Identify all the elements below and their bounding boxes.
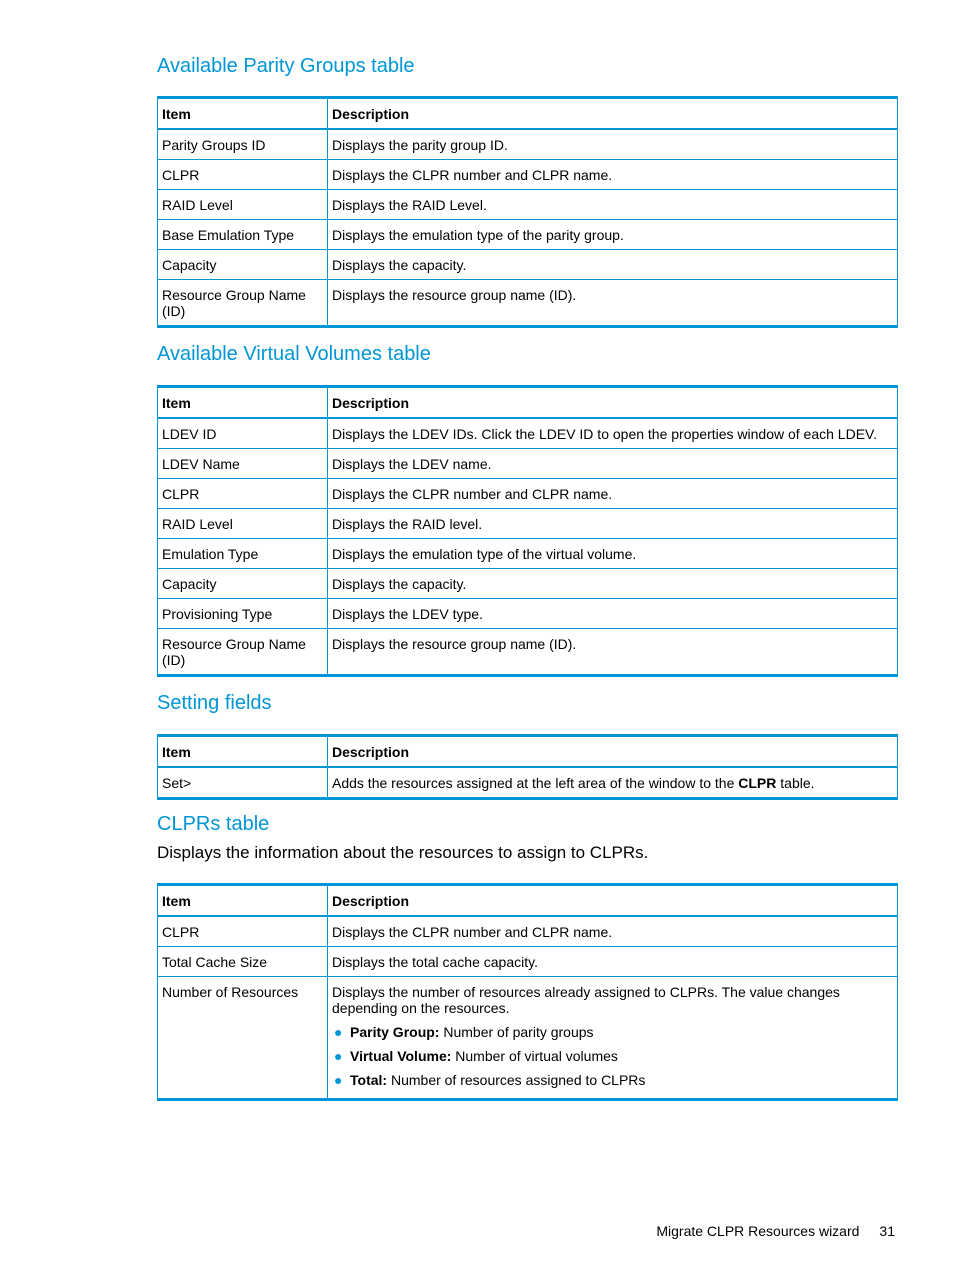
description-cell: Displays the LDEV name.: [328, 449, 898, 479]
item-cell: Resource Group Name (ID): [158, 280, 328, 327]
bullet-text: Number of resources assigned to CLPRs: [387, 1072, 646, 1088]
description-text: Adds the resources assigned at the left area of the window to the: [332, 775, 739, 791]
description-text: table.: [776, 775, 815, 791]
table-header-row: [158, 885, 898, 917]
description-cell: [328, 767, 898, 799]
item-cell: Set>: [158, 767, 328, 799]
item-cell: Resource Group Name (ID): [158, 629, 328, 676]
item-cell: Emulation Type: [158, 539, 328, 569]
virtual-volumes-table: [157, 385, 898, 677]
description-cell: [328, 977, 898, 1100]
description-cell: Displays the total cache capacity.: [328, 947, 898, 977]
clpr-bold-text: CLPR: [738, 775, 777, 791]
description-cell: Displays the parity group ID.: [328, 129, 898, 160]
table-row: [158, 449, 898, 479]
table-row: [158, 947, 898, 977]
bullet-list: [332, 1024, 893, 1088]
table-row: [158, 160, 898, 190]
table-row: [158, 479, 898, 509]
table-row: [158, 916, 898, 947]
table-row: [158, 280, 898, 327]
item-cell: Total Cache Size: [158, 947, 328, 977]
parity-groups-table: [157, 96, 898, 328]
item-cell: Capacity: [158, 569, 328, 599]
page-number: 31: [879, 1223, 895, 1239]
bullet-text: Number of parity groups: [439, 1024, 594, 1040]
list-item: [332, 1072, 893, 1088]
bullet-text: Number of virtual volumes: [451, 1048, 618, 1064]
table-row: [158, 629, 898, 676]
table-row: [158, 250, 898, 280]
bullet-icon: ●: [334, 1072, 343, 1088]
description-cell: Displays the capacity.: [328, 569, 898, 599]
description-cell: Displays the LDEV IDs. Click the LDEV ID to open the properties window of each LDEV.: [328, 418, 898, 449]
item-cell: RAID Level: [158, 190, 328, 220]
section-heading-setting-fields: Setting fields: [157, 692, 272, 714]
table-row: [158, 977, 898, 1100]
description-cell: Displays the CLPR number and CLPR name.: [328, 916, 898, 947]
column-header-item: Item: [158, 387, 328, 419]
footer-title: Migrate CLPR Resources wizard: [656, 1223, 860, 1239]
item-cell: RAID Level: [158, 509, 328, 539]
item-cell: Number of Resources: [158, 977, 328, 1100]
column-header-item: Item: [158, 736, 328, 768]
table-row: [158, 539, 898, 569]
column-header-description: Description: [328, 98, 898, 130]
table-row: [158, 599, 898, 629]
description-cell: Displays the RAID level.: [328, 509, 898, 539]
description-cell: Displays the resource group name (ID).: [328, 629, 898, 676]
table-row: [158, 220, 898, 250]
description-cell: Displays the RAID Level.: [328, 190, 898, 220]
description-cell: Displays the emulation type of the parity group.: [328, 220, 898, 250]
item-cell: LDEV Name: [158, 449, 328, 479]
table-row: [158, 418, 898, 449]
item-cell: Capacity: [158, 250, 328, 280]
description-cell: Displays the capacity.: [328, 250, 898, 280]
section-heading-parity-groups: Available Parity Groups table: [157, 55, 415, 77]
page-footer: [656, 1223, 895, 1239]
section-heading-virtual-volumes: Available Virtual Volumes table: [157, 343, 431, 365]
item-cell: Parity Groups ID: [158, 129, 328, 160]
table-row: [158, 569, 898, 599]
table-header-row: [158, 98, 898, 130]
description-cell: Displays the emulation type of the virtual volume.: [328, 539, 898, 569]
clprs-table: [157, 883, 898, 1101]
bullet-label: Parity Group:: [350, 1024, 440, 1040]
item-cell: Base Emulation Type: [158, 220, 328, 250]
item-cell: Provisioning Type: [158, 599, 328, 629]
table-row: [158, 129, 898, 160]
bullet-icon: ●: [334, 1048, 343, 1064]
description-cell: Displays the LDEV type.: [328, 599, 898, 629]
table-header-row: [158, 387, 898, 419]
item-cell: LDEV ID: [158, 418, 328, 449]
column-header-description: Description: [328, 885, 898, 917]
description-text: Displays the number of resources already assigned to CLPRs. The value changes depending on the resources.: [332, 984, 840, 1016]
table-row: [158, 190, 898, 220]
bullet-label: Total:: [350, 1072, 388, 1088]
setting-fields-table: [157, 734, 898, 800]
table-row: [158, 767, 898, 799]
clprs-intro-text: Displays the information about the resources to assign to CLPRs.: [157, 843, 649, 862]
list-item: [332, 1024, 893, 1040]
column-header-item: Item: [158, 885, 328, 917]
description-cell: Displays the CLPR number and CLPR name.: [328, 479, 898, 509]
table-header-row: [158, 736, 898, 768]
item-cell: CLPR: [158, 160, 328, 190]
column-header-description: Description: [328, 387, 898, 419]
column-header-item: Item: [158, 98, 328, 130]
section-heading-clprs: CLPRs table: [157, 813, 270, 835]
column-header-description: Description: [328, 736, 898, 768]
bullet-label: Virtual Volume:: [350, 1048, 452, 1064]
bullet-icon: ●: [334, 1024, 343, 1040]
list-item: [332, 1048, 893, 1064]
item-cell: CLPR: [158, 479, 328, 509]
description-cell: Displays the CLPR number and CLPR name.: [328, 160, 898, 190]
table-row: [158, 509, 898, 539]
item-cell: CLPR: [158, 916, 328, 947]
description-cell: Displays the resource group name (ID).: [328, 280, 898, 327]
